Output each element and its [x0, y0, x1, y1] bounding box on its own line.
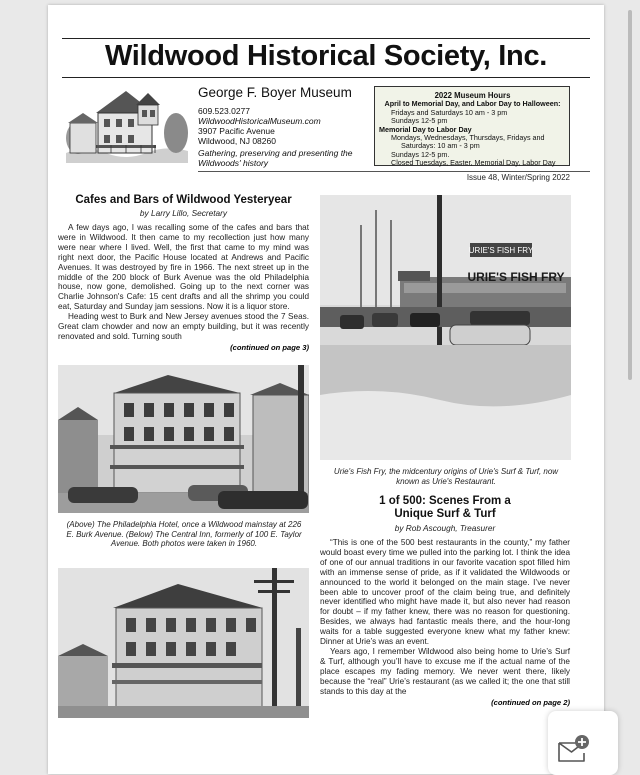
- hours-line: Sundays 12-5 pm: [391, 116, 448, 126]
- article-paragraph: Heading west to Burk and New Jersey avenues stood the 7 Seas. Great clam chowder and now an empty building, but it was recently renovated and sold. Turning south: [58, 312, 309, 341]
- central-inn-photo: [58, 568, 309, 718]
- scrollbar[interactable]: [628, 10, 632, 380]
- article-surf-and-turf: [320, 495, 570, 707]
- envelope-plus-icon: [556, 733, 590, 767]
- phone-number: 609.523.0277: [198, 106, 250, 116]
- museum-name: George F. Boyer Museum: [198, 85, 352, 100]
- newsletter-page: [48, 5, 604, 774]
- uries-sign-text: URIE'S FISH FRY: [467, 270, 565, 284]
- hours-line: Sundays 12-5 pm.: [391, 149, 450, 159]
- issue-rule: [198, 171, 590, 172]
- article-byline: by Larry Lillo, Secretary: [139, 208, 228, 218]
- article-byline: by Rob Ascough, Treasurer: [394, 523, 496, 533]
- hours-title: 2022 Museum Hours: [434, 91, 511, 100]
- address-line-2: Wildwood, NJ 08260: [198, 136, 276, 146]
- uries-fish-fry-photo: [320, 195, 571, 460]
- article-title-line-2: Unique Surf & Turf: [394, 508, 496, 520]
- hours-period-1: April to Memorial Day, and Labor Day to Halloween:: [384, 99, 561, 109]
- compose-message-button[interactable]: [548, 711, 618, 775]
- article-cafes-and-bars: [58, 194, 309, 352]
- address-line-1: 3907 Pacific Avenue: [198, 126, 275, 136]
- article-title-line-1: 1 of 500: Scenes From a: [379, 495, 511, 507]
- contact-info: [198, 106, 321, 146]
- hours-line: Saturdays: 10 am - 3 pm: [401, 141, 480, 151]
- continued-note: (continued on page 2): [491, 697, 570, 707]
- masthead-title: Wildwood Historical Society, Inc.: [104, 40, 548, 72]
- hours-line: Fridays and Saturdays 10 am - 3 pm: [391, 107, 508, 117]
- continued-note: (continued on page 3): [230, 342, 309, 352]
- museum-building-illustration: [66, 83, 188, 163]
- article-paragraph: A few days ago, I was recalling some of the cafes and bars that were in Wildwood. It then came to my recollection just how many were near where I lived. Well, the first that came to my mind was right next door, the Pacific House located at Andrews and Pacific Avenues. It was destroyed by fire in 1966. The next street up in the middle of the 200 block of Burk Avenue was the old Philadelphia house, now gone, demolished. Going up to the next corner was Charlie Johnson's Cafe: 15 cent drafts and all the shrimp you could eat, Saturday and Sunday jam sessions. Now it is a liquor store.: [58, 223, 309, 312]
- tagline: Gathering, preserving and presenting the Wildwoods' history: [198, 148, 353, 168]
- photo-caption-left: (Above) The Philadelphia Hotel, once a Wildwood mainstay at 226 E. Burk Avenue. (Below) The Central Inn, formerly of 100 E. Taylor Avenue. Both photos were taken in 1960.: [66, 520, 302, 549]
- article-paragraph: “This is one of the 500 best restaurants in the county,” my father would boast every time we pulled into the parking lot. I think the idea of one of our annual traditions in our favorite vacation spot filled him with an immense sense of pride, as if it validated the Wildwoods or announced to the world it belonged on the main stage. I’ve never been able to uncover proof of the claim being true, and definitely never identified who might have made it, but also never had reason for doubt – if my father knew, there was no reason for questioning. Besides, we always had fantastic meals there, and the hour-long waits for a table suggested everyone knew what my father knew: Dinner at Urie’s was an event.: [320, 538, 570, 647]
- small-sign-text: URIE'S FISH FRY: [468, 246, 534, 255]
- hours-period-2: Memorial Day to Labor Day: [379, 124, 472, 134]
- article-paragraph: Years ago, I remember Wildwood also being home to Urie’s Surf & Turf, although you’ll have to excuse me if the actual name of the place escapes my fading memory. We never went there, likely because the “real” Urie’s restaurant (as we called it; the one that still stands to this day at the: [320, 646, 570, 696]
- masthead-rule: [62, 77, 590, 78]
- photo-caption-right: Urie's Fish Fry, the midcentury origins of Urie's Surf & Turf, now known as Urie's Restaurant.: [333, 467, 559, 486]
- hours-line: Mondays, Wednesdays, Thursdays, Fridays and: [391, 133, 545, 143]
- philadelphia-hotel-photo: [58, 365, 309, 513]
- article-title: Cafes and Bars of Wildwood Yesteryear: [75, 194, 292, 206]
- issue-number: Issue 48, Winter/Spring 2022: [466, 173, 570, 182]
- website-link[interactable]: WildwoodHistoricalMuseum.com: [198, 116, 321, 126]
- museum-hours-box: [374, 86, 570, 166]
- hours-line: Closed Tuesdays, Easter, Memorial Day, Labor Day: [391, 158, 556, 168]
